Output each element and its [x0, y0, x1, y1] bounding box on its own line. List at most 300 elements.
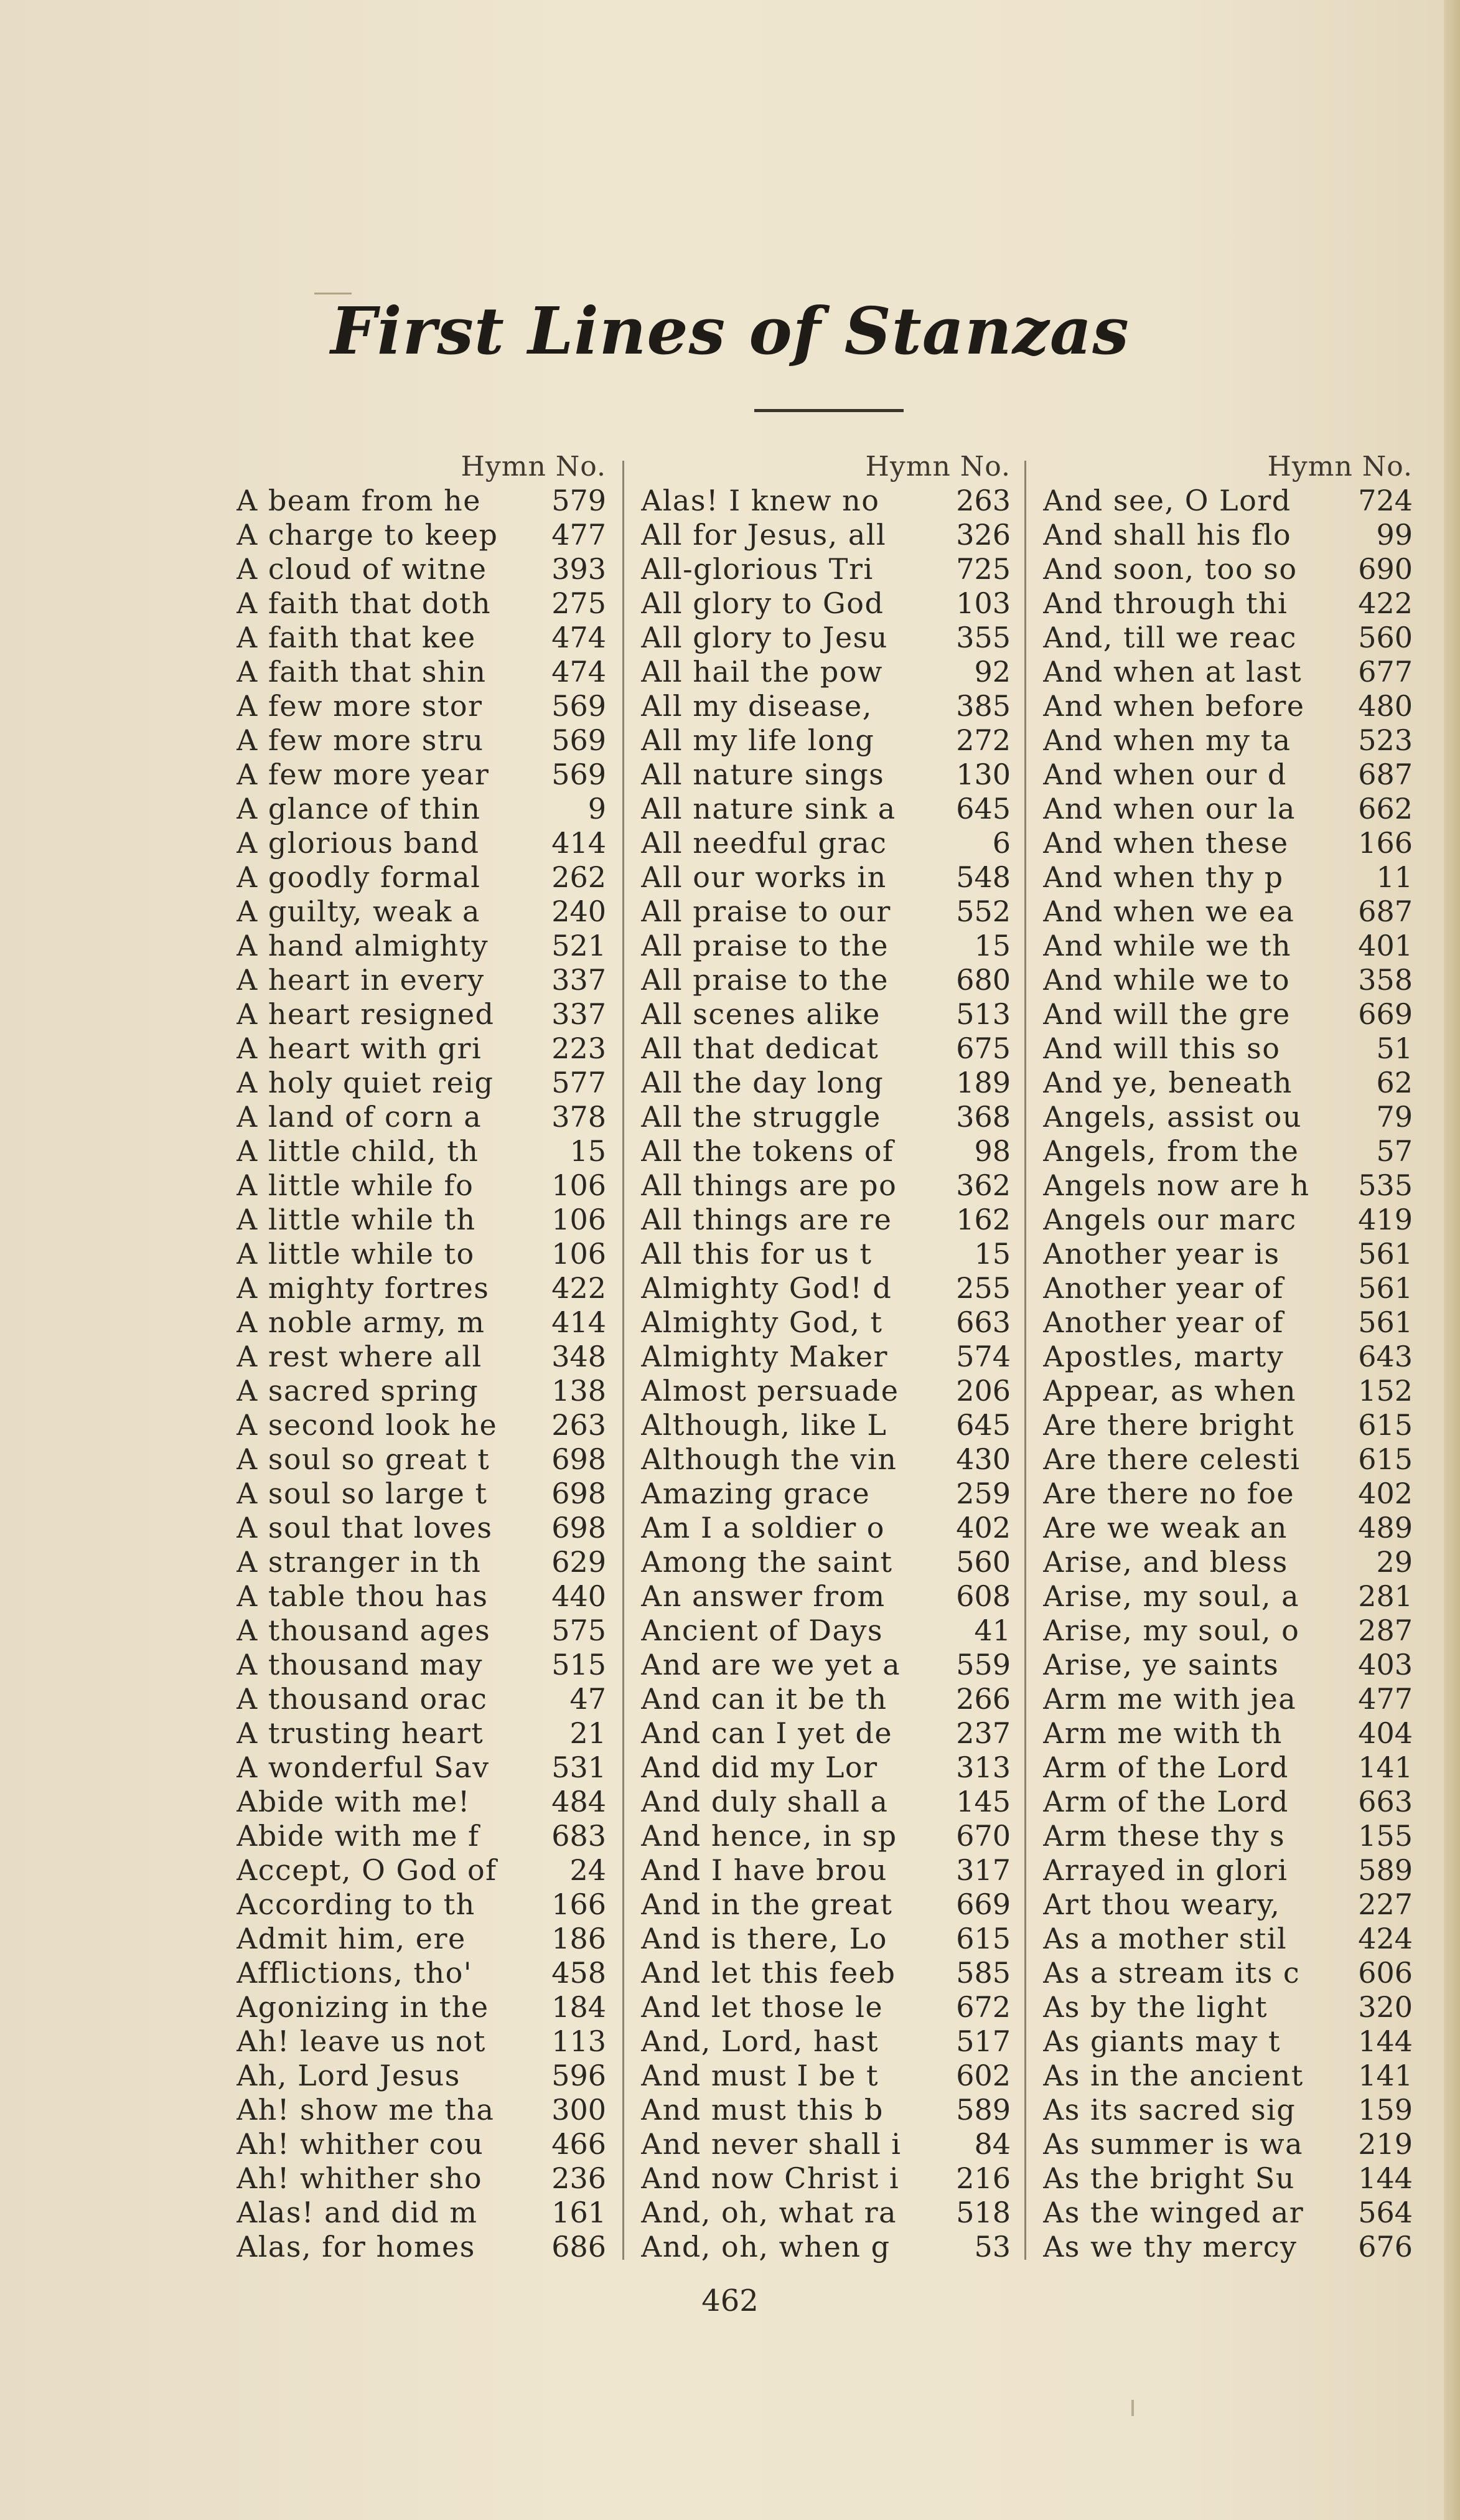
index-entry	[1043, 689, 1416, 723]
index-entry	[641, 1271, 1014, 1305]
index-entry	[641, 2059, 1014, 2093]
hymn-number: 579	[551, 484, 606, 517]
index-entry	[641, 1511, 1014, 1545]
hymn-number: 480	[1358, 689, 1413, 723]
first-line-text: All glory to Jesu	[641, 621, 888, 654]
index-entry	[1043, 1682, 1416, 1716]
hymn-number: 317	[956, 1853, 1011, 1887]
hymn-number: 615	[956, 1922, 1011, 1955]
hymn-number: 531	[551, 1751, 606, 1784]
index-entry	[1043, 1853, 1416, 1888]
first-line-text: All our works in	[641, 860, 887, 894]
first-line-text: And can I yet de	[641, 1716, 893, 1750]
hymn-number: 29	[1376, 1545, 1413, 1579]
hymn-number: 275	[551, 586, 606, 620]
hymn-number: 337	[551, 963, 606, 997]
index-entry	[641, 1922, 1014, 1956]
hymn-number: 669	[1358, 997, 1413, 1031]
hymn-number: 287	[1358, 1614, 1413, 1647]
hymn-number: 466	[551, 2127, 606, 2161]
index-entry	[236, 723, 610, 758]
hymn-number: 680	[956, 963, 1011, 997]
hymn-number: 189	[956, 1066, 1011, 1099]
hymn-number: 615	[1358, 1408, 1413, 1442]
hymn-number: 677	[1358, 655, 1413, 689]
hymn-number: 206	[956, 1374, 1011, 1408]
first-line-text: Are there bright	[1043, 1408, 1294, 1442]
first-line-text: A little child, th	[236, 1134, 479, 1168]
index-entry	[1043, 655, 1416, 689]
index-entry	[641, 860, 1014, 895]
first-line-text: A table thou has	[236, 1579, 489, 1613]
first-line-text: A glorious band	[236, 826, 480, 860]
hymn-number: 41	[974, 1614, 1011, 1647]
hymn-number: 320	[1358, 1990, 1413, 2024]
first-line-text: A cloud of witne	[236, 552, 487, 586]
first-line-text: A thousand ages	[236, 1614, 491, 1647]
first-line-text: A holy quiet reig	[236, 1066, 494, 1099]
hymn-number: 564	[1358, 2196, 1413, 2229]
index-entry	[1043, 1956, 1416, 1990]
index-entry	[641, 1442, 1014, 1477]
hymn-number: 79	[1376, 1100, 1413, 1134]
index-entry	[641, 1032, 1014, 1066]
hymn-number: 687	[1358, 895, 1413, 928]
hymn-number: 368	[956, 1100, 1011, 1134]
first-line-text: As its sacred sig	[1043, 2093, 1296, 2127]
hymn-number: 669	[956, 1888, 1011, 1921]
hymn-number: 393	[551, 552, 606, 586]
hymn-number: 569	[551, 758, 606, 791]
index-entry	[1043, 2230, 1416, 2264]
hymn-number: 608	[956, 1579, 1011, 1613]
hymn-number: 596	[551, 2059, 606, 2092]
index-entry	[1043, 758, 1416, 792]
index-entry	[1043, 826, 1416, 860]
hymn-number: 155	[1358, 1819, 1413, 1853]
index-entry	[641, 1237, 1014, 1271]
index-entry	[236, 826, 610, 860]
hymn-number: 223	[551, 1032, 606, 1065]
index-entry	[1043, 586, 1416, 621]
first-line-text: And when we ea	[1043, 895, 1295, 928]
index-entry	[1043, 929, 1416, 963]
column-header: Hymn No.	[865, 451, 1011, 482]
index-entry	[641, 1819, 1014, 1853]
first-line-text: As summer is wa	[1043, 2127, 1303, 2161]
hymn-number: 561	[1358, 1271, 1413, 1305]
index-entry	[641, 723, 1014, 758]
index-entry	[1043, 1819, 1416, 1853]
index-entry	[236, 1990, 610, 2024]
first-line-text: Ah! whither sho	[236, 2161, 483, 2195]
index-entry	[1043, 1922, 1416, 1956]
hymn-number: 313	[956, 1751, 1011, 1784]
hymn-number: 159	[1358, 2093, 1413, 2127]
index-entry	[641, 1785, 1014, 1819]
first-line-text: All things are po	[641, 1168, 897, 1202]
hymn-number: 422	[1358, 586, 1413, 620]
first-line-text: Afflictions, tho'	[236, 1956, 472, 1990]
index-entry	[236, 929, 610, 963]
index-entry	[236, 2127, 610, 2161]
index-entry	[236, 1203, 610, 1237]
index-entry	[236, 758, 610, 792]
index-entry	[641, 552, 1014, 586]
index-entry	[641, 1579, 1014, 1614]
hymn-number: 6	[992, 826, 1011, 860]
index-entry	[1043, 860, 1416, 895]
hymn-number: 161	[551, 2196, 606, 2229]
first-line-text: Angels our marc	[1043, 1203, 1297, 1236]
first-line-text: And, till we reac	[1043, 621, 1297, 654]
first-line-text: Ah! show me tha	[236, 2093, 495, 2127]
index-entry	[1043, 963, 1416, 997]
index-entry	[641, 1614, 1014, 1648]
hymn-number: 419	[1358, 1203, 1413, 1236]
first-line-text: Appear, as when	[1043, 1374, 1296, 1408]
first-line-text: And I have brou	[641, 1853, 887, 1887]
hymn-number: 517	[956, 2024, 1011, 2058]
hymn-number: 62	[1376, 1066, 1413, 1099]
first-line-text: And while we th	[1043, 929, 1292, 962]
hymn-number: 152	[1358, 1374, 1413, 1408]
hymn-number: 403	[1358, 1648, 1413, 1681]
first-line-text: As a mother stil	[1043, 1922, 1288, 1955]
first-line-text: Are we weak an	[1043, 1511, 1288, 1544]
hymn-number: 474	[551, 621, 606, 654]
hymn-number: 144	[1358, 2161, 1413, 2195]
hymn-number: 113	[551, 2024, 606, 2058]
index-entry	[641, 1168, 1014, 1203]
first-line-text: Although the vin	[641, 1442, 897, 1476]
hymn-number: 645	[956, 1408, 1011, 1442]
hymn-number: 53	[974, 2230, 1011, 2264]
index-entry	[236, 1922, 610, 1956]
first-line-text: All-glorious Tri	[641, 552, 874, 586]
index-entry	[641, 1648, 1014, 1682]
first-line-text: And soon, too so	[1043, 552, 1298, 586]
first-line-text: A soul that loves	[236, 1511, 493, 1544]
first-line-text: Ah! whither cou	[236, 2127, 484, 2161]
index-entry	[1043, 1888, 1416, 1922]
hymn-number: 698	[551, 1477, 606, 1510]
first-line-text: And hence, in sp	[641, 1819, 897, 1853]
index-entry	[1043, 1032, 1416, 1066]
first-line-text: All hail the pow	[641, 655, 883, 689]
hymn-number: 216	[956, 2161, 1011, 2195]
hymn-number: 523	[1358, 723, 1413, 757]
hymn-number: 166	[551, 1888, 606, 1921]
hymn-number: 561	[1358, 1237, 1413, 1271]
index-entry	[641, 963, 1014, 997]
hymn-number: 606	[1358, 1956, 1413, 1990]
first-line-text: Ah! leave us not	[236, 2024, 486, 2058]
hymn-number: 236	[551, 2161, 606, 2195]
first-line-text: A little while fo	[236, 1168, 474, 1202]
index-entry	[236, 860, 610, 895]
first-line-text: All things are re	[641, 1203, 892, 1236]
index-entry	[641, 1682, 1014, 1716]
index-entry	[1043, 2127, 1416, 2161]
index-entry	[641, 655, 1014, 689]
first-line-text: And see, O Lord	[1043, 484, 1291, 517]
index-entry	[236, 963, 610, 997]
index-entry	[1043, 2059, 1416, 2093]
hymn-number: 355	[956, 621, 1011, 654]
hymn-number: 521	[551, 929, 606, 962]
first-line-text: And will the gre	[1043, 997, 1291, 1031]
first-line-text: A few more stru	[236, 723, 484, 757]
index-entry	[236, 1442, 610, 1477]
index-entry	[236, 2230, 610, 2264]
first-line-text: A mighty fortres	[236, 1271, 490, 1305]
hymn-number: 683	[551, 1819, 606, 1853]
first-line-text: And, oh, what ra	[641, 2196, 897, 2229]
index-entry	[1043, 1614, 1416, 1648]
hymn-number: 690	[1358, 552, 1413, 586]
index-entry	[641, 1203, 1014, 1237]
first-line-text: All praise to the	[641, 963, 889, 997]
first-line-text: A land of corn a	[236, 1100, 482, 1134]
first-line-text: Arise, and bless	[1043, 1545, 1288, 1579]
hymn-number: 484	[551, 1785, 606, 1818]
index-entry	[236, 1066, 610, 1100]
first-line-text: And never shall i	[641, 2127, 902, 2161]
hymn-number: 259	[956, 1477, 1011, 1510]
hymn-number: 577	[551, 1066, 606, 1099]
first-line-text: Almighty Maker	[641, 1340, 889, 1373]
first-line-text: A rest where all	[236, 1340, 482, 1373]
index-entry	[641, 484, 1014, 518]
first-line-text: And when our d	[1043, 758, 1287, 791]
hymn-number: 560	[1358, 621, 1413, 654]
hymn-number: 424	[1358, 1922, 1413, 1955]
index-entry	[236, 1819, 610, 1853]
first-line-text: An answer from	[641, 1579, 886, 1613]
first-line-text: A wonderful Sav	[236, 1751, 490, 1784]
hymn-number: 106	[551, 1237, 606, 1271]
hymn-number: 477	[1358, 1682, 1413, 1716]
index-entry	[641, 689, 1014, 723]
hymn-number: 474	[551, 655, 606, 689]
hymn-number: 414	[551, 1305, 606, 1339]
hymn-number: 602	[956, 2059, 1011, 2092]
index-entry	[1043, 997, 1416, 1032]
hymn-number: 263	[551, 1408, 606, 1442]
index-entry	[236, 2196, 610, 2230]
hymn-number: 575	[551, 1614, 606, 1647]
index-entry	[641, 1853, 1014, 1888]
first-line-text: Am I a soldier o	[641, 1511, 885, 1544]
hymn-number: 9	[587, 792, 606, 825]
first-line-text: All needful grac	[641, 826, 887, 860]
index-entry	[236, 1853, 610, 1888]
first-line-text: A heart resigned	[236, 997, 495, 1031]
hymn-number: 414	[551, 826, 606, 860]
hymn-number: 24	[569, 1853, 606, 1887]
hymn-number: 262	[551, 860, 606, 894]
hymn-number: 698	[551, 1442, 606, 1476]
index-entry	[236, 1374, 610, 1408]
index-entry	[236, 1340, 610, 1374]
hymn-number: 15	[974, 929, 1011, 962]
index-entry	[236, 792, 610, 826]
print-mark	[1131, 2400, 1134, 2416]
first-line-text: And, Lord, hast	[641, 2024, 879, 2058]
index-entry	[1043, 1477, 1416, 1511]
index-column-2	[641, 449, 1014, 2264]
index-entry	[1043, 1579, 1416, 1614]
index-entry	[236, 1579, 610, 1614]
hymn-number: 47	[569, 1682, 606, 1716]
first-line-text: Arm of the Lord	[1043, 1751, 1289, 1784]
index-entry	[236, 1100, 610, 1134]
index-entry	[236, 1408, 610, 1442]
first-line-text: Although, like L	[641, 1408, 887, 1442]
first-line-text: A guilty, weak a	[236, 895, 480, 928]
first-line-text: All praise to the	[641, 929, 889, 962]
index-entry	[1043, 2196, 1416, 2230]
hymn-number: 84	[974, 2127, 1011, 2161]
first-line-text: A beam from he	[236, 484, 481, 517]
first-line-text: And shall his flo	[1043, 518, 1292, 552]
first-line-text: All scenes alike	[641, 997, 881, 1031]
first-line-text: And when these	[1043, 826, 1289, 860]
first-line-text: And duly shall a	[641, 1785, 889, 1818]
first-line-text: Angels, assist ou	[1043, 1100, 1302, 1134]
first-line-text: A faith that kee	[236, 621, 476, 654]
hymn-number: 552	[956, 895, 1011, 928]
index-entry	[236, 1271, 610, 1305]
hymn-number: 300	[551, 2093, 606, 2127]
index-entry	[1043, 723, 1416, 758]
index-entry	[236, 621, 610, 655]
first-line-text: According to th	[236, 1888, 475, 1921]
hymn-number: 676	[1358, 2230, 1413, 2264]
hymn-number: 145	[956, 1785, 1011, 1818]
index-entry	[1043, 484, 1416, 518]
first-line-text: Apostles, marty	[1043, 1340, 1285, 1373]
hymn-number: 130	[956, 758, 1011, 791]
index-entry	[236, 586, 610, 621]
first-line-text: Arise, ye saints	[1043, 1648, 1280, 1681]
index-entry	[1043, 1100, 1416, 1134]
hymn-number: 138	[551, 1374, 606, 1408]
first-line-text: All nature sink a	[641, 792, 896, 825]
index-entry	[641, 1100, 1014, 1134]
first-line-text: A few more stor	[236, 689, 483, 723]
first-line-text: All the tokens of	[641, 1134, 894, 1168]
hymn-number: 263	[956, 484, 1011, 517]
hymn-number: 725	[956, 552, 1011, 586]
first-line-text: A second look he	[236, 1408, 498, 1442]
column-divider	[1024, 461, 1026, 2260]
first-line-text: As in the ancient	[1043, 2059, 1304, 2092]
hymn-number: 326	[956, 518, 1011, 552]
column-divider	[622, 461, 624, 2260]
index-entry	[641, 792, 1014, 826]
index-entry	[641, 1340, 1014, 1374]
first-line-text: Arise, my soul, a	[1043, 1579, 1300, 1613]
hymn-number: 589	[1358, 1853, 1413, 1887]
first-line-text: And when thy p	[1043, 860, 1284, 894]
index-entry	[236, 2059, 610, 2093]
hymn-number: 51	[1376, 1032, 1413, 1065]
page-edge	[1444, 0, 1460, 2520]
first-line-text: Ah, Lord Jesus	[236, 2059, 461, 2092]
first-line-text: All for Jesus, all	[641, 518, 887, 552]
index-entry	[1043, 552, 1416, 586]
hymn-number: 698	[551, 1511, 606, 1544]
index-entry	[1043, 1374, 1416, 1408]
first-line-text: A heart in every	[236, 963, 485, 997]
hymn-number: 662	[1358, 792, 1413, 825]
hymn-number: 440	[551, 1579, 606, 1613]
index-entry	[236, 1956, 610, 1990]
index-entry	[641, 1408, 1014, 1442]
first-line-text: Alas, for homes	[236, 2230, 475, 2264]
hymn-number: 615	[1358, 1442, 1413, 1476]
first-line-text: A charge to keep	[236, 518, 498, 552]
first-line-text: And in the great	[641, 1888, 893, 1921]
first-line-text: A little while to	[236, 1237, 475, 1271]
hymn-number: 103	[956, 586, 1011, 620]
index-entry	[1043, 1408, 1416, 1442]
index-entry	[236, 1511, 610, 1545]
index-entry	[236, 997, 610, 1032]
title-rule	[754, 409, 904, 412]
page-title: First Lines of Stanzas	[330, 293, 1130, 369]
index-column-3	[1043, 449, 1416, 2264]
first-line-text: Arm me with jea	[1043, 1682, 1297, 1716]
hymn-number: 675	[956, 1032, 1011, 1065]
hymn-number: 266	[956, 1682, 1011, 1716]
first-line-text: Another year of	[1043, 1305, 1284, 1339]
hymn-number: 422	[551, 1271, 606, 1305]
hymn-number: 337	[551, 997, 606, 1031]
index-entry	[641, 518, 1014, 552]
index-entry	[1043, 1751, 1416, 1785]
index-entry	[236, 552, 610, 586]
index-entry	[1043, 1511, 1416, 1545]
hymn-number: 663	[1358, 1785, 1413, 1818]
hymn-number: 687	[1358, 758, 1413, 791]
first-line-text: A trusting heart	[236, 1716, 484, 1750]
first-line-text: Another year of	[1043, 1271, 1284, 1305]
hymn-number: 686	[551, 2230, 606, 2264]
first-line-text: And when my ta	[1043, 723, 1291, 757]
hymn-number: 15	[974, 1237, 1011, 1271]
hymn-number: 404	[1358, 1716, 1413, 1750]
first-line-text: And will this so	[1043, 1032, 1281, 1065]
hymn-number: 15	[569, 1134, 606, 1168]
hymn-number: 401	[1358, 929, 1413, 962]
hymn-number: 281	[1358, 1579, 1413, 1613]
index-entry	[236, 1168, 610, 1203]
index-entry	[641, 895, 1014, 929]
index-entry	[1043, 1990, 1416, 2024]
index-entry	[1043, 1305, 1416, 1340]
index-entry	[236, 518, 610, 552]
first-line-text: A stranger in th	[236, 1545, 482, 1579]
hymn-number: 162	[956, 1203, 1011, 1236]
index-entry	[236, 1477, 610, 1511]
hymn-number: 166	[1358, 826, 1413, 860]
first-line-text: All the struggle	[641, 1100, 881, 1134]
first-line-text: All my life long	[641, 723, 875, 757]
index-entry	[236, 1716, 610, 1751]
